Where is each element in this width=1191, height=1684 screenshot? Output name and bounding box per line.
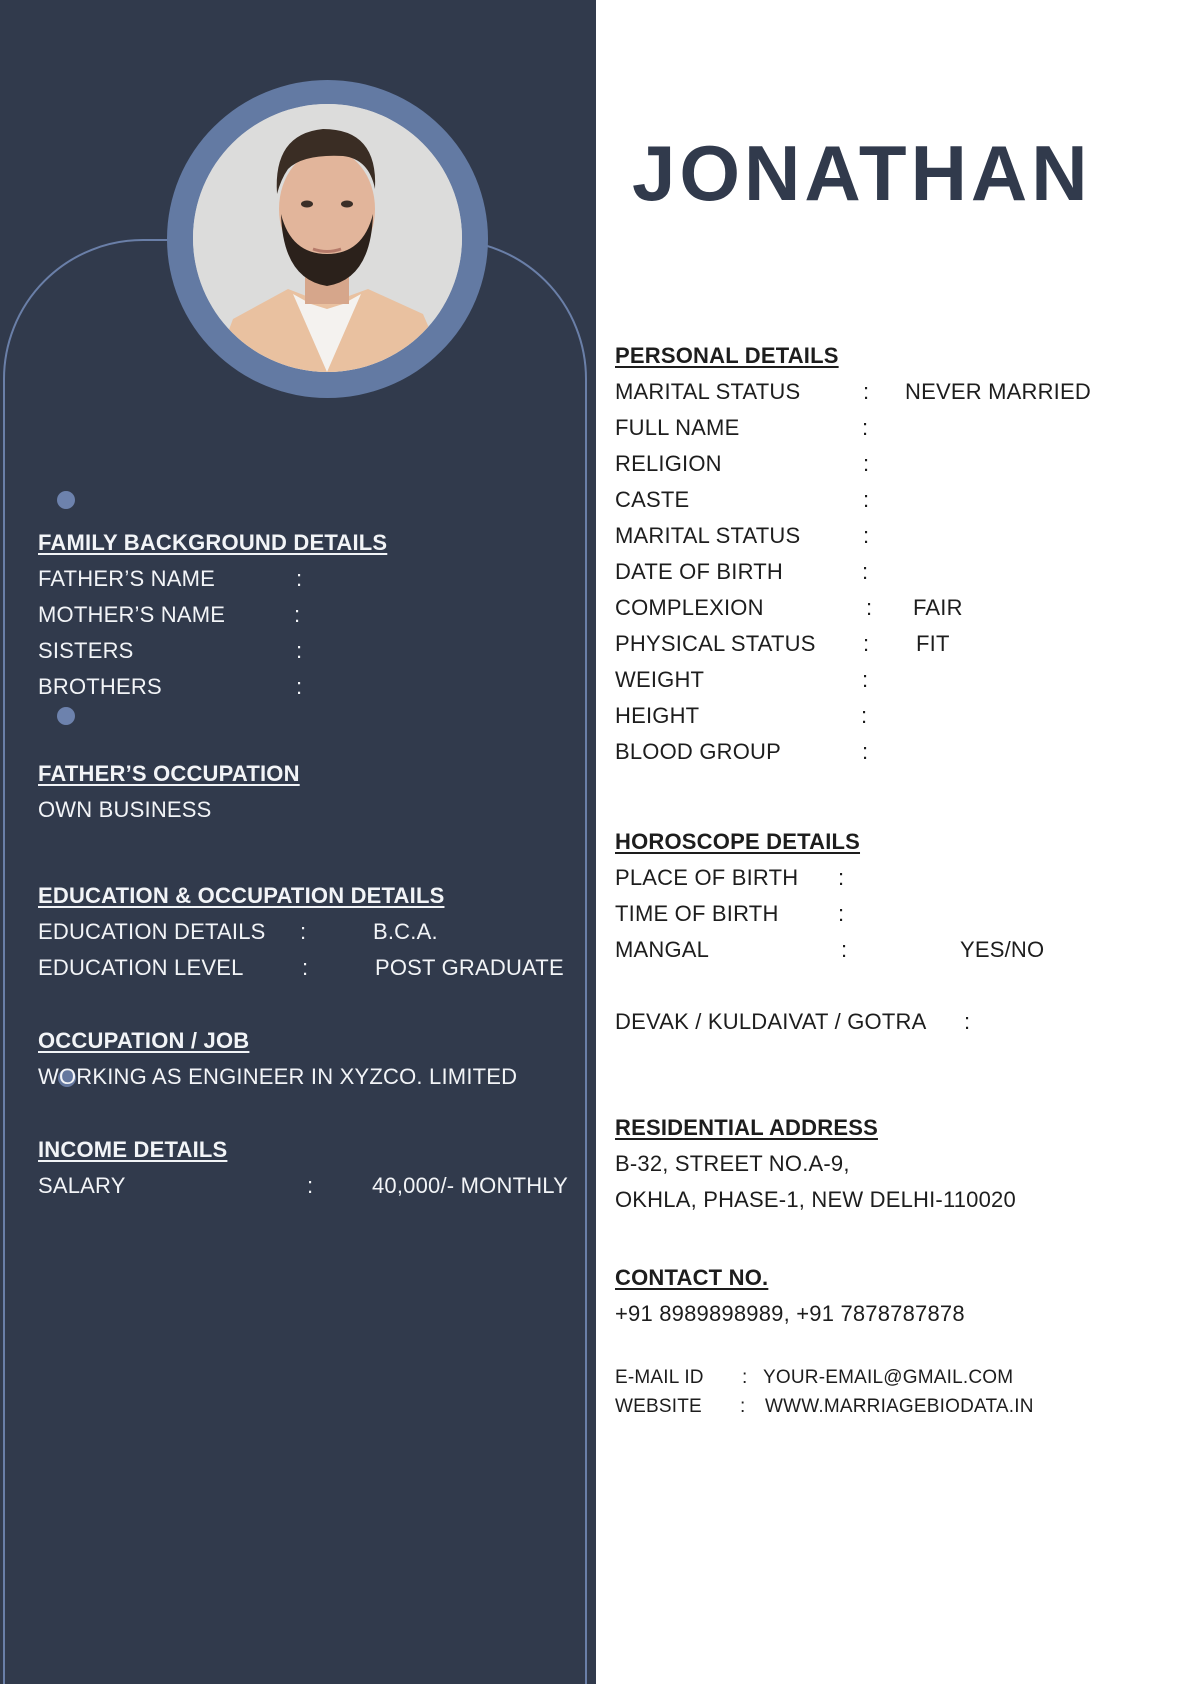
address-line: B-32, STREET NO.A-9, xyxy=(615,1151,850,1176)
personal-label: CASTE xyxy=(615,487,690,512)
website-sep: : xyxy=(740,1396,746,1417)
occupation-heading: OCCUPATION / JOB xyxy=(38,1028,250,1053)
horoscope-label: PLACE OF BIRTH xyxy=(615,865,799,890)
personal-sep: : xyxy=(863,523,870,548)
email-sep: : xyxy=(742,1367,748,1388)
income-label: SALARY xyxy=(38,1173,126,1198)
email-value: YOUR-EMAIL@GMAIL.COM xyxy=(763,1367,1014,1388)
education-sep: : xyxy=(302,955,309,980)
email-label: E-MAIL ID xyxy=(615,1367,704,1388)
family-sep: : xyxy=(296,566,303,591)
horoscope-value: YES/NO xyxy=(960,937,1045,962)
personal-label: PHYSICAL STATUS xyxy=(615,631,816,656)
personal-sep: : xyxy=(863,487,870,512)
education-value: B.C.A. xyxy=(373,919,438,944)
horoscope-heading: HOROSCOPE DETAILS xyxy=(615,829,861,854)
education-heading: EDUCATION & OCCUPATION DETAILS xyxy=(38,883,445,908)
personal-sep: : xyxy=(863,379,870,404)
personal-label: HEIGHT xyxy=(615,703,700,728)
education-label: EDUCATION DETAILS xyxy=(38,919,266,944)
family-heading: FAMILY BACKGROUND DETAILS xyxy=(38,530,388,555)
family-label: SISTERS xyxy=(38,638,134,663)
horoscope-label: MANGAL xyxy=(615,937,710,962)
profile-photo xyxy=(193,104,462,372)
occupation-value: WORKING AS ENGINEER IN XYZCO. LIMITED xyxy=(38,1064,518,1089)
personal-sep: : xyxy=(866,595,873,620)
income-value: 40,000/- MONTHLY xyxy=(372,1173,568,1198)
family-label: FATHER’S NAME xyxy=(38,566,215,591)
family-sep: : xyxy=(296,674,303,699)
person-portrait-icon xyxy=(193,104,462,372)
personal-label: MARITAL STATUS xyxy=(615,379,801,404)
personal-value: NEVER MARRIED xyxy=(905,379,1091,404)
bullet-dot xyxy=(57,491,75,509)
personal-value: FIT xyxy=(916,631,950,656)
horoscope-label: DEVAK / KULDAIVAT / GOTRA xyxy=(615,1009,927,1034)
personal-sep: : xyxy=(863,451,870,476)
personal-value: FAIR xyxy=(913,595,963,620)
contact-phones: +91 8989898989, +91 7878787878 xyxy=(615,1301,965,1326)
personal-sep: : xyxy=(863,631,870,656)
personal-label: FULL NAME xyxy=(615,415,740,440)
income-heading: INCOME DETAILS xyxy=(38,1137,228,1162)
personal-heading: PERSONAL DETAILS xyxy=(615,343,839,368)
bullet-dot xyxy=(57,707,75,725)
family-sep: : xyxy=(294,602,301,627)
personal-sep: : xyxy=(862,415,869,440)
father-occupation-value: OWN BUSINESS xyxy=(38,797,212,822)
income-sep: : xyxy=(307,1173,314,1198)
personal-sep: : xyxy=(862,667,869,692)
family-sep: : xyxy=(296,638,303,663)
personal-label: MARITAL STATUS xyxy=(615,523,801,548)
family-label: MOTHER’S NAME xyxy=(38,602,226,627)
personal-label: RELIGION xyxy=(615,451,722,476)
horoscope-sep: : xyxy=(838,865,845,890)
horoscope-sep: : xyxy=(838,901,845,926)
personal-sep: : xyxy=(862,559,869,584)
personal-label: WEIGHT xyxy=(615,667,705,692)
education-label: EDUCATION LEVEL xyxy=(38,955,244,980)
address-heading: RESIDENTIAL ADDRESS xyxy=(615,1115,878,1140)
contact-heading: CONTACT NO. xyxy=(615,1265,769,1290)
family-label: BROTHERS xyxy=(38,674,162,699)
personal-label: COMPLEXION xyxy=(615,595,764,620)
personal-sep: : xyxy=(861,703,868,728)
education-sep: : xyxy=(300,919,307,944)
father-occupation-heading: FATHER’S OCCUPATION xyxy=(38,761,300,786)
website-value: WWW.MARRIAGEBIODATA.IN xyxy=(765,1396,1034,1417)
website-label: WEBSITE xyxy=(615,1396,702,1417)
address-line: OKHLA, PHASE-1, NEW DELHI-110020 xyxy=(615,1187,1016,1212)
personal-sep: : xyxy=(862,739,869,764)
personal-label: BLOOD GROUP xyxy=(615,739,782,764)
horoscope-sep: : xyxy=(964,1009,971,1034)
horoscope-sep: : xyxy=(841,937,848,962)
profile-name: JONATHAN xyxy=(632,129,1092,217)
personal-label: DATE OF BIRTH xyxy=(615,559,784,584)
horoscope-label: TIME OF BIRTH xyxy=(615,901,779,926)
education-value: POST GRADUATE xyxy=(375,955,564,980)
